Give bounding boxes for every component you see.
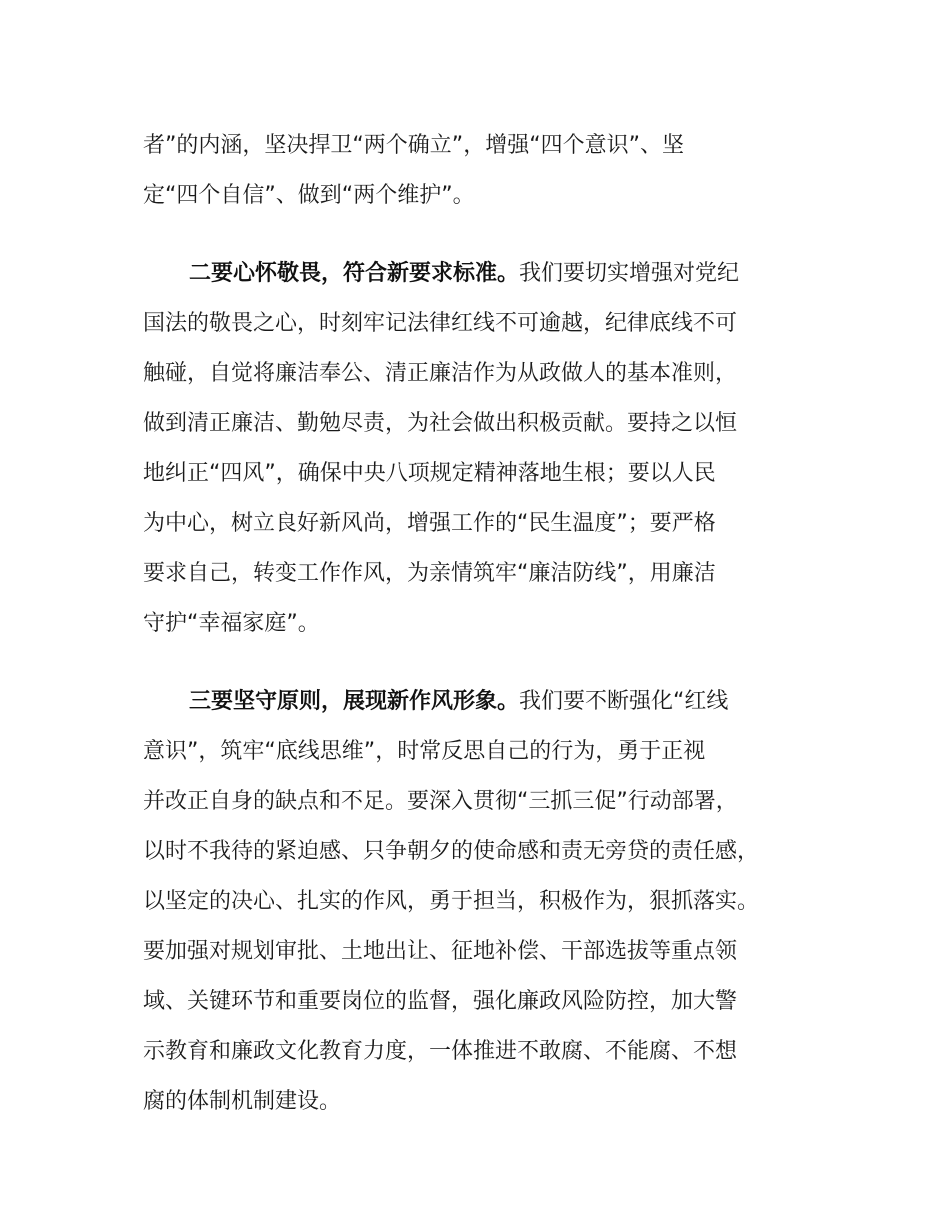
- paragraph-spacer: [143, 649, 833, 677]
- paragraph-line: 地纠正“四风”，确保中央八项规定精神落地生根；要以人民: [143, 461, 716, 486]
- paragraph-heading: 二要心怀敬畏，符合新要求标准。: [189, 261, 520, 286]
- paragraph-first-line: [143, 677, 833, 727]
- paragraph-line: 守护“幸福家庭”。: [143, 611, 320, 636]
- paragraph-line: 腐的体制机制建设。: [143, 1089, 342, 1114]
- paragraph-line: 要加强对规划审批、土地出让、征地补偿、干部选拔等重点领: [143, 939, 738, 964]
- paragraph-3: [143, 677, 833, 1127]
- paragraph-line: 意识”，筑牢“底线思维”，时常反思自己的行为，勇于正视: [143, 739, 706, 764]
- paragraph-line: 做到清正廉洁、勤勉尽责，为社会做出积极贡献。要持之以恒: [143, 411, 738, 436]
- paragraph-line: 要求自己，转变工作作风，为亲情筑牢“廉洁防线”，用廉洁: [143, 561, 716, 586]
- paragraph-text: 我们要不断强化“红线: [519, 689, 729, 714]
- paragraph-first-line: [143, 249, 833, 299]
- paragraph-1: [143, 121, 833, 221]
- paragraph-line: 国法的敬畏之心，时刻牢记法律红线不可逾越，纪律底线不可: [143, 311, 738, 336]
- paragraph-line: 为中心，树立良好新风尚，增强工作的“民生温度”；要严格: [143, 511, 716, 536]
- paragraph-line: 触碰，自觉将廉洁奉公、清正廉洁作为从政做人的基本准则，: [143, 361, 738, 386]
- paragraph-line: 以坚定的决心、扎实的作风，勇于担当，积极作为，狠抓落实。: [143, 889, 760, 914]
- paragraph-heading: 三要坚守原则，展现新作风形象。: [189, 689, 520, 714]
- paragraph-text: 我们要切实增强对党纪: [519, 261, 740, 286]
- paragraph-2: [143, 249, 833, 649]
- paragraph-line: 域、关键环节和重要岗位的监督，强化廉政风险防控，加大警: [143, 989, 738, 1014]
- paragraph-line: 示教育和廉政文化教育力度，一体推进不敢腐、不能腐、不想: [143, 1039, 738, 1064]
- paragraph-line: 者”的内涵，坚决捍卫“两个确立”，增强“四个意识”、坚: [143, 133, 684, 158]
- paragraph-line: 并改正自身的缺点和不足。要深入贯彻“三抓三促”行动部署，: [143, 789, 738, 814]
- document-body: [143, 121, 833, 1127]
- paragraph-spacer: [143, 221, 833, 249]
- paragraph-line: 以时不我待的紧迫感、只争朝夕的使命感和责无旁贷的责任感，: [143, 839, 760, 864]
- paragraph-line: 定“四个自信”、做到“两个维护”。: [143, 183, 475, 208]
